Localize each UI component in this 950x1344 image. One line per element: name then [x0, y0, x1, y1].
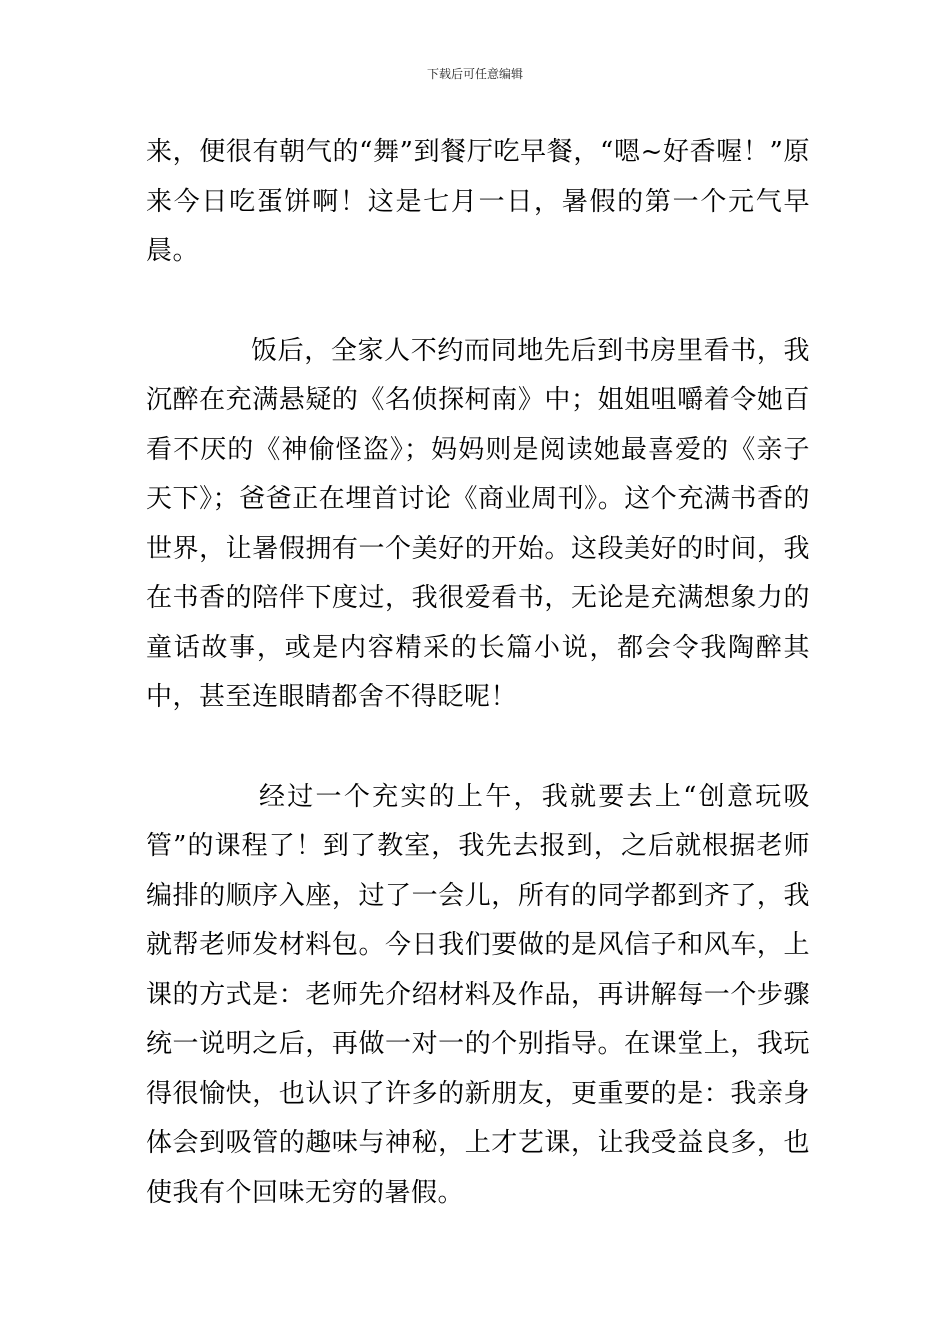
- paragraph-2: 饭后，全家人不约而同地先后到书房里看书，我沉醉在充满悬疑的《名侦探柯南》中；姐姐咀嚼着令她百看不厌的《神偷怪盗》；妈妈则是阅读她最喜爱的《亲子天下》；爸爸正在埋首讨论《商业周刊》。这个充满书香的世界，让暑假拥有一个美好的开始。这段美好的时间，我在书香的陪伴下度过，我很爱看书，无论是充满想象力的童话故事，或是内容精采的长篇小说，都会令我陶醉其中，甚至连眼睛都舍不得眨呢！: [146, 335, 810, 712]
- paragraph-gap: [146, 277, 810, 327]
- paragraph-3: 经过一个充实的上午，我就要去上“创意玩吸管”的课程了！到了教室，我先去报到，之后就根据老师编排的顺序入座，过了一会儿，所有的同学都到齐了，我就帮老师发材料包。今日我们要做的是风信子和风车，上课的方式是：老师先介绍材料及作品，再讲解每一个步骤统一说明之后，再做一对一的个别指导。在课堂上，我玩得很愉快，也认识了许多的新朋友，更重要的是：我亲身体会到吸管的趣味与神秘，上才艺课，让我受益良多，也使我有个回味无穷的暑假。: [146, 781, 810, 1208]
- page-header: 下载后可任意编辑: [426, 67, 523, 81]
- paragraph-gap: [146, 723, 810, 773]
- document-body: [146, 128, 810, 1218]
- paragraph-1: 来，便很有朝气的“舞”到餐厅吃早餐，“嗯~好香喔！”原来今日吃蛋饼啊！这是七月一日，暑假的第一个元气早晨。: [146, 137, 810, 266]
